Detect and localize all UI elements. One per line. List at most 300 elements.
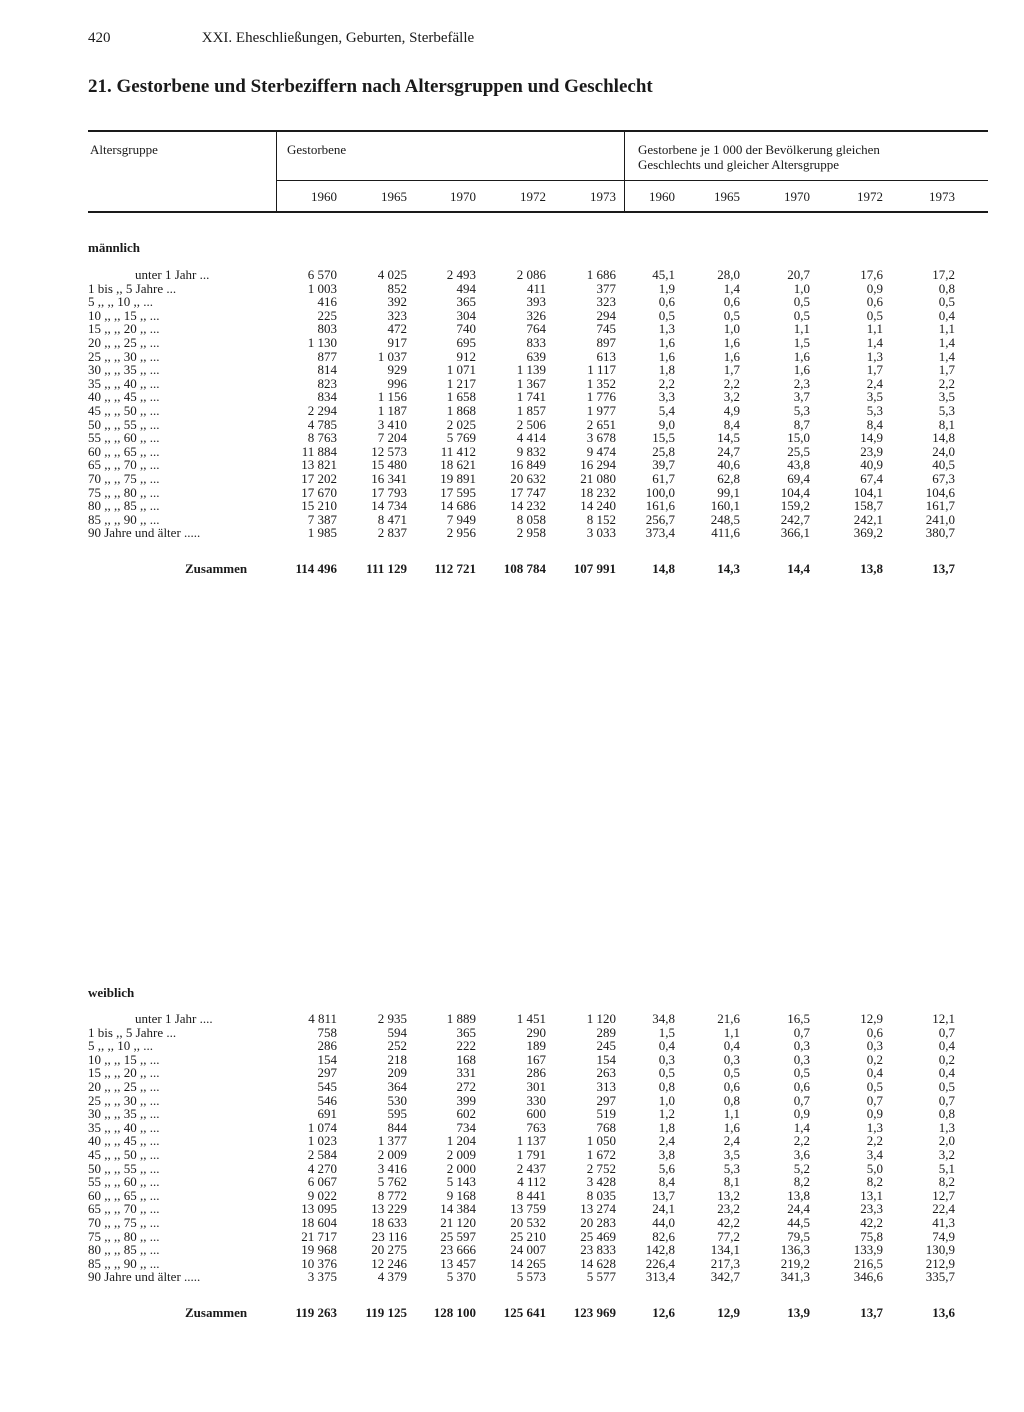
table-cell: 13 229	[371, 1201, 407, 1217]
table-cell: 4 270	[307, 1160, 337, 1176]
table-cell: 1 889	[446, 1011, 476, 1026]
table-cell: 0,5	[793, 307, 810, 323]
table-cell: 21 717	[301, 1228, 337, 1244]
table-cell: 844	[387, 1119, 407, 1135]
table-cell: 12 573	[371, 443, 407, 459]
row-label: 35 ,, ,, 40 ,, ...	[88, 375, 160, 391]
total-cell: 14,3	[717, 561, 740, 576]
table-cell: 14 628	[580, 1255, 616, 1271]
table-cell: 996	[387, 375, 407, 391]
table-cell: 1 977	[586, 403, 616, 418]
row-label: unter 1 Jahr ...	[135, 267, 210, 282]
table-cell: 17 747	[510, 484, 546, 500]
table-cell: 331	[456, 1065, 476, 1081]
table-cell: 639	[526, 348, 546, 364]
table-cell: 0,5	[866, 307, 883, 323]
table-cell: 242,1	[853, 511, 883, 527]
table-cell: 40,9	[860, 457, 883, 473]
table-cell: 5,3	[866, 403, 883, 418]
table-cell: 1 139	[516, 362, 546, 378]
row-label: 70 ,, ,, 75 ,, ...	[88, 1215, 160, 1230]
table-cell: 67,4	[860, 471, 883, 486]
table-cell: 42,2	[717, 1215, 740, 1230]
table-cell: 2,4	[723, 1133, 740, 1149]
table-cell: 0,5	[793, 1065, 810, 1081]
table-cell: 2,2	[866, 1133, 883, 1149]
table-cell: 4 414	[516, 430, 546, 446]
table-cell: 18 633	[371, 1215, 407, 1230]
table-cell: 0,9	[866, 280, 883, 296]
table-cell: 0,8	[658, 1079, 675, 1094]
table-cell: 45,1	[652, 267, 675, 282]
table-cell: 0,2	[866, 1051, 883, 1067]
table-cell: 99,1	[717, 484, 740, 500]
table-cell: 222	[456, 1038, 476, 1054]
table-cell: 1 074	[307, 1119, 337, 1135]
table-cell: 2,2	[793, 1133, 810, 1149]
table-cell: 0,7	[938, 1024, 955, 1040]
table-cell: 1,0	[658, 1092, 675, 1108]
table-cell: 248,5	[710, 511, 740, 527]
table-cell: 0,4	[938, 1038, 955, 1054]
table-cell: 14 686	[440, 498, 476, 514]
table-cell: 3,5	[866, 389, 883, 405]
table-cell: 25 210	[510, 1228, 546, 1244]
row-label: 90 Jahre und älter .....	[88, 525, 201, 541]
table-cell: 1,3	[658, 321, 675, 337]
table-cell: 1 791	[516, 1147, 546, 1162]
table-cell: 1 352	[586, 375, 616, 391]
table-cell: 5 143	[446, 1174, 476, 1190]
table-cell: 392	[387, 294, 407, 310]
table-cell: 416	[317, 294, 337, 310]
table-cell: 1,4	[938, 348, 955, 364]
table-cell: 734	[456, 1119, 476, 1135]
table-cell: 8,7	[793, 416, 810, 432]
table-cell: 134,1	[710, 1242, 740, 1258]
table-cell: 1,3	[866, 1119, 883, 1135]
chapter-title: XXI. Eheschließungen, Geburten, Sterbefälle	[201, 30, 475, 46]
table-cell: 0,4	[938, 1065, 955, 1081]
table-cell: 225	[317, 307, 337, 323]
table-cell: 5,0	[866, 1160, 883, 1176]
row-label: 5 ,, ,, 10 ,, ...	[88, 1038, 153, 1054]
table-cell: 0,7	[938, 1092, 955, 1108]
row-label: 85 ,, ,, 90 ,, ...	[88, 1255, 160, 1271]
table-cell: 2 294	[307, 403, 337, 418]
table-cell: 613	[596, 348, 616, 364]
table-cell: 12 246	[371, 1255, 407, 1271]
table-cell: 0,6	[793, 1079, 810, 1094]
table-cell: 242,7	[780, 511, 810, 527]
table-cell: 40,6	[717, 457, 740, 473]
table-cell: 21 120	[440, 1215, 476, 1230]
table-cell: 25,8	[652, 443, 675, 459]
table-cell: 28,0	[717, 267, 740, 282]
table-cell: 8,4	[866, 416, 883, 432]
table-cell: 1 672	[586, 1147, 616, 1162]
table-cell: 5 370	[446, 1269, 476, 1285]
table-cell: 15,0	[787, 430, 810, 446]
table-cell: 130,9	[925, 1242, 955, 1258]
table-cell: 3,8	[658, 1147, 675, 1162]
table-cell: 4 811	[308, 1011, 337, 1026]
table-cell: 0,6	[723, 1079, 740, 1094]
table-cell: 758	[317, 1024, 337, 1040]
table-cell: 8,1	[938, 416, 955, 432]
table-cell: 2,4	[866, 375, 883, 391]
table-cell: 600	[526, 1106, 546, 1122]
table-cell: 3,6	[793, 1147, 810, 1162]
table-cell: 494	[456, 280, 476, 296]
table-cell: 5 762	[377, 1174, 407, 1190]
table-cell: 17,6	[860, 267, 883, 282]
table-cell: 8 035	[586, 1187, 616, 1203]
table-cell: 823	[317, 375, 337, 391]
table-cell: 0,5	[723, 307, 740, 323]
table-cell: 2,2	[658, 375, 675, 391]
table-cell: 17 595	[440, 484, 476, 500]
row-label: 25 ,, ,, 30 ,, ...	[88, 348, 160, 364]
row-label: 65 ,, ,, 70 ,, ...	[88, 1201, 160, 1217]
table-cell: 74,9	[932, 1228, 955, 1244]
table-cell: 5,3	[793, 403, 810, 418]
table-cell: 3 678	[586, 430, 616, 446]
table-cell: 5,3	[723, 1160, 740, 1176]
table-cell: 34,8	[652, 1011, 675, 1026]
table-cell: 18 232	[580, 484, 616, 500]
table-cell: 12,1	[932, 1011, 955, 1026]
table-cell: 1,0	[793, 280, 810, 296]
table-cell: 272	[456, 1079, 476, 1094]
table-cell: 377	[596, 280, 616, 296]
table-cell: 1,1	[866, 321, 883, 337]
table-cell: 19 891	[440, 471, 476, 486]
total-label: Zusammen	[185, 1305, 248, 1320]
table-cell: 8 441	[516, 1187, 546, 1203]
table-cell: 13 274	[580, 1201, 616, 1217]
table-cell: 142,8	[645, 1242, 675, 1258]
row-label: 20 ,, ,, 25 ,, ...	[88, 1079, 160, 1094]
table-cell: 13,7	[652, 1187, 675, 1203]
table-cell: 3,7	[793, 389, 810, 405]
table-cell: 0,8	[938, 1106, 955, 1122]
table-cell: 209	[387, 1065, 407, 1081]
table-cell: 219,2	[780, 1255, 810, 1271]
table-cell: 313	[596, 1079, 616, 1094]
table-cell: 8,4	[658, 1174, 675, 1190]
table-cell: 23,9	[860, 443, 883, 459]
table-cell: 82,6	[652, 1228, 675, 1244]
table-cell: 323	[596, 294, 616, 310]
total-cell: 13,7	[860, 1305, 883, 1320]
row-label: 60 ,, ,, 65 ,, ...	[88, 1187, 160, 1203]
table-cell: 69,4	[787, 471, 810, 486]
table-cell: 0,9	[866, 1106, 883, 1122]
table-cell: 929	[387, 362, 407, 378]
table-cell: 335,7	[925, 1269, 955, 1285]
table-cell: 0,5	[866, 1079, 883, 1094]
table-cell: 154	[596, 1051, 616, 1067]
table-cell: 301	[526, 1079, 546, 1094]
table-cell: 833	[526, 335, 546, 350]
table-cell: 763	[526, 1119, 546, 1135]
table-cell: 286	[317, 1038, 337, 1054]
table-cell: 768	[596, 1119, 616, 1135]
table-cell: 0,4	[938, 307, 955, 323]
table-cell: 14,8	[932, 430, 955, 446]
table-cell: 39,7	[652, 457, 675, 473]
table-cell: 2 752	[586, 1160, 616, 1176]
table-cell: 0,7	[793, 1024, 810, 1040]
year-deaths-1973: 1973	[590, 189, 616, 204]
table-cell: 8 058	[516, 511, 546, 527]
table-cell: 8 471	[377, 511, 407, 527]
row-label: 60 ,, ,, 65 ,, ...	[88, 443, 160, 459]
table-cell: 834	[317, 389, 337, 405]
table-cell: 217,3	[710, 1255, 740, 1271]
table-cell: 21 080	[580, 471, 616, 486]
table-cell: 814	[317, 362, 337, 378]
table-cell: 8 152	[586, 511, 616, 527]
table-cell: 1,7	[723, 362, 740, 378]
table-cell: 1,8	[658, 1119, 675, 1135]
table-cell: 23 116	[371, 1228, 407, 1244]
table-cell: 2,2	[723, 375, 740, 391]
top-rule	[88, 130, 988, 132]
table-cell: 15 480	[371, 457, 407, 473]
year-deaths-1960: 1960	[311, 189, 337, 204]
row-label: 90 Jahre und älter .....	[88, 1269, 201, 1285]
table-cell: 0,6	[658, 294, 675, 310]
table-cell: 245	[596, 1038, 616, 1054]
table-cell: 104,6	[925, 484, 955, 500]
table-cell: 1,6	[723, 348, 740, 364]
row-label: 45 ,, ,, 50 ,, ...	[88, 403, 160, 418]
table-cell: 5,2	[793, 1160, 810, 1176]
table-cell: 0,5	[658, 1065, 675, 1081]
table-cell: 252	[387, 1038, 407, 1054]
year-rates-1960: 1960	[649, 189, 675, 204]
table-cell: 24,0	[932, 443, 955, 459]
table-cell: 393	[526, 294, 546, 310]
table-cell: 20 283	[580, 1215, 616, 1230]
row-label: 50 ,, ,, 55 ,, ...	[88, 1160, 160, 1176]
table-cell: 16 294	[580, 457, 616, 473]
total-cell: 107 991	[573, 561, 616, 576]
table-cell: 852	[387, 280, 407, 296]
table-cell: 3,5	[723, 1147, 740, 1162]
table-cell: 1 985	[307, 525, 337, 541]
table-cell: 1,1	[723, 1024, 740, 1040]
table-cell: 1 741	[516, 389, 546, 405]
table-cell: 1 776	[586, 389, 616, 405]
row-label: 80 ,, ,, 85 ,, ...	[88, 498, 160, 514]
table-cell: 23,2	[717, 1201, 740, 1217]
table-cell: 0,8	[723, 1092, 740, 1108]
table-cell: 13,8	[787, 1187, 810, 1203]
table-cell: 1,5	[793, 335, 810, 350]
table-cell: 1,3	[866, 348, 883, 364]
table-cell: 11 412	[440, 443, 476, 459]
table-cell: 5,3	[938, 403, 955, 418]
header-bottom-rule	[88, 211, 988, 213]
table-cell: 366,1	[780, 525, 810, 541]
total-cell: 13,8	[860, 561, 883, 576]
table-cell: 695	[456, 335, 476, 350]
table-cell: 226,4	[645, 1255, 675, 1271]
table-cell: 19 968	[301, 1242, 337, 1258]
table-cell: 3,4	[866, 1147, 883, 1162]
table-cell: 286	[526, 1065, 546, 1081]
table-cell: 17 202	[301, 471, 337, 486]
row-label: 10 ,, ,, 15 ,, ...	[88, 1051, 160, 1067]
col-deaths: Gestorbene	[287, 142, 347, 157]
table-cell: 602	[456, 1106, 476, 1122]
table-cell: 9 168	[446, 1187, 476, 1203]
table-cell: 14 240	[580, 498, 616, 514]
table-cell: 917	[387, 335, 407, 350]
table-cell: 75,8	[860, 1228, 883, 1244]
table-cell: 1 367	[516, 375, 546, 391]
table-cell: 189	[526, 1038, 546, 1054]
table-cell: 740	[456, 321, 476, 337]
table-cell: 15 210	[301, 498, 337, 514]
total-cell: 14,8	[652, 561, 675, 576]
table-cell: 365	[456, 1024, 476, 1040]
table-cell: 1 003	[307, 280, 337, 296]
total-cell: 125 641	[503, 1305, 546, 1320]
table-cell: 161,7	[925, 498, 955, 514]
year-deaths-1965: 1965	[381, 189, 407, 204]
table-cell: 20 632	[510, 471, 546, 486]
table-cell: 1 377	[377, 1133, 407, 1149]
table-cell: 1,6	[723, 1119, 740, 1135]
table-cell: 20 275	[371, 1242, 407, 1258]
table-cell: 1,6	[658, 335, 675, 350]
table-cell: 0,2	[938, 1051, 955, 1067]
row-label: 30 ,, ,, 35 ,, ...	[88, 362, 160, 378]
table-cell: 5 577	[586, 1269, 616, 1285]
table-cell: 1,7	[938, 362, 955, 378]
table-cell: 2,4	[658, 1133, 675, 1149]
table-cell: 8,1	[723, 1174, 740, 1190]
row-label: 30 ,, ,, 35 ,, ...	[88, 1106, 160, 1122]
table-cell: 2 506	[516, 416, 546, 432]
table-cell: 13 457	[440, 1255, 476, 1271]
table-cell: 8,4	[723, 416, 740, 432]
table-cell: 1 130	[307, 335, 337, 350]
table-cell: 133,9	[853, 1242, 883, 1258]
table-cell: 159,2	[780, 498, 810, 514]
table-cell: 16,5	[787, 1011, 810, 1026]
table-cell: 7 387	[307, 511, 337, 527]
year-deaths-1972: 1972	[520, 189, 546, 204]
table-cell: 342,7	[710, 1269, 740, 1285]
table-cell: 0,3	[793, 1051, 810, 1067]
table-cell: 1 117	[587, 362, 616, 378]
table-cell: 2,3	[793, 375, 810, 391]
table-cell: 14 384	[440, 1201, 476, 1217]
table-cell: 2 437	[516, 1160, 546, 1176]
table-cell: 0,5	[938, 1079, 955, 1094]
table-cell: 24,7	[717, 443, 740, 459]
total-cell: 13,6	[932, 1305, 955, 1320]
table-cell: 20,7	[787, 267, 810, 282]
row-label: 75 ,, ,, 80 ,, ...	[88, 484, 160, 500]
table-cell: 1,6	[793, 362, 810, 378]
table-cell: 2 935	[377, 1011, 407, 1026]
running-header	[88, 30, 474, 47]
table-cell: 1 050	[586, 1133, 616, 1149]
table-cell: 4 379	[377, 1269, 407, 1285]
table-cell: 5,1	[938, 1160, 955, 1176]
table-cell: 2 584	[307, 1147, 337, 1162]
row-label: 65 ,, ,, 70 ,, ...	[88, 457, 160, 473]
table-cell: 212,9	[925, 1255, 955, 1271]
row-label: unter 1 Jahr ....	[135, 1011, 213, 1026]
year-rates-1972: 1972	[857, 189, 883, 204]
year-rates-1973: 1973	[929, 189, 955, 204]
table-cell: 154	[317, 1051, 337, 1067]
table-cell: 0,5	[658, 307, 675, 323]
table-cell: 364	[387, 1079, 407, 1094]
table-cell: 399	[456, 1092, 476, 1108]
row-label: 1 bis ,, 5 Jahre ...	[88, 1024, 177, 1040]
table-cell: 17,2	[932, 267, 955, 282]
table-cell: 373,4	[645, 525, 675, 541]
year-rule	[276, 180, 988, 181]
table-cell: 297	[317, 1065, 337, 1081]
table-cell: 546	[317, 1092, 337, 1108]
table-cell: 0,6	[866, 294, 883, 310]
table-cell: 0,7	[793, 1092, 810, 1108]
table-cell: 23,3	[860, 1201, 883, 1217]
table-cell: 912	[456, 348, 476, 364]
table-cell: 13,1	[860, 1187, 883, 1203]
row-label: 50 ,, ,, 55 ,, ...	[88, 416, 160, 432]
table-cell: 1 120	[586, 1011, 616, 1026]
table-cell: 6 067	[307, 1174, 337, 1190]
table-cell: 62,8	[717, 471, 740, 486]
year-rates-1965: 1965	[714, 189, 740, 204]
table-cell: 3 033	[586, 525, 616, 541]
table-cell: 595	[387, 1106, 407, 1122]
table-cell: 2,0	[938, 1133, 955, 1149]
row-label: 35 ,, ,, 40 ,, ...	[88, 1119, 160, 1135]
table-cell: 13 821	[301, 457, 337, 473]
table-cell: 472	[387, 321, 407, 337]
row-label: 40 ,, ,, 45 ,, ...	[88, 389, 160, 405]
table-cell: 1,1	[723, 1106, 740, 1122]
table-cell: 16 341	[371, 471, 407, 486]
table-cell: 4,9	[723, 403, 740, 418]
table-cell: 44,5	[787, 1215, 810, 1230]
table-cell: 764	[526, 321, 546, 337]
table-cell: 1,8	[658, 362, 675, 378]
table-cell: 1 857	[516, 403, 546, 418]
table-cell: 256,7	[645, 511, 675, 527]
table-cell: 411,6	[711, 525, 740, 541]
col-rates-line1: Gestorbene je 1 000 der Bevölkerung gleichen	[638, 142, 880, 157]
table-cell: 61,7	[652, 471, 675, 486]
table-cell: 365	[456, 294, 476, 310]
table-cell: 104,4	[780, 484, 810, 500]
table-cell: 519	[596, 1106, 616, 1122]
table-cell: 3 375	[307, 1269, 337, 1285]
table-cell: 5 573	[516, 1269, 546, 1285]
total-cell: 119 125	[365, 1305, 407, 1320]
